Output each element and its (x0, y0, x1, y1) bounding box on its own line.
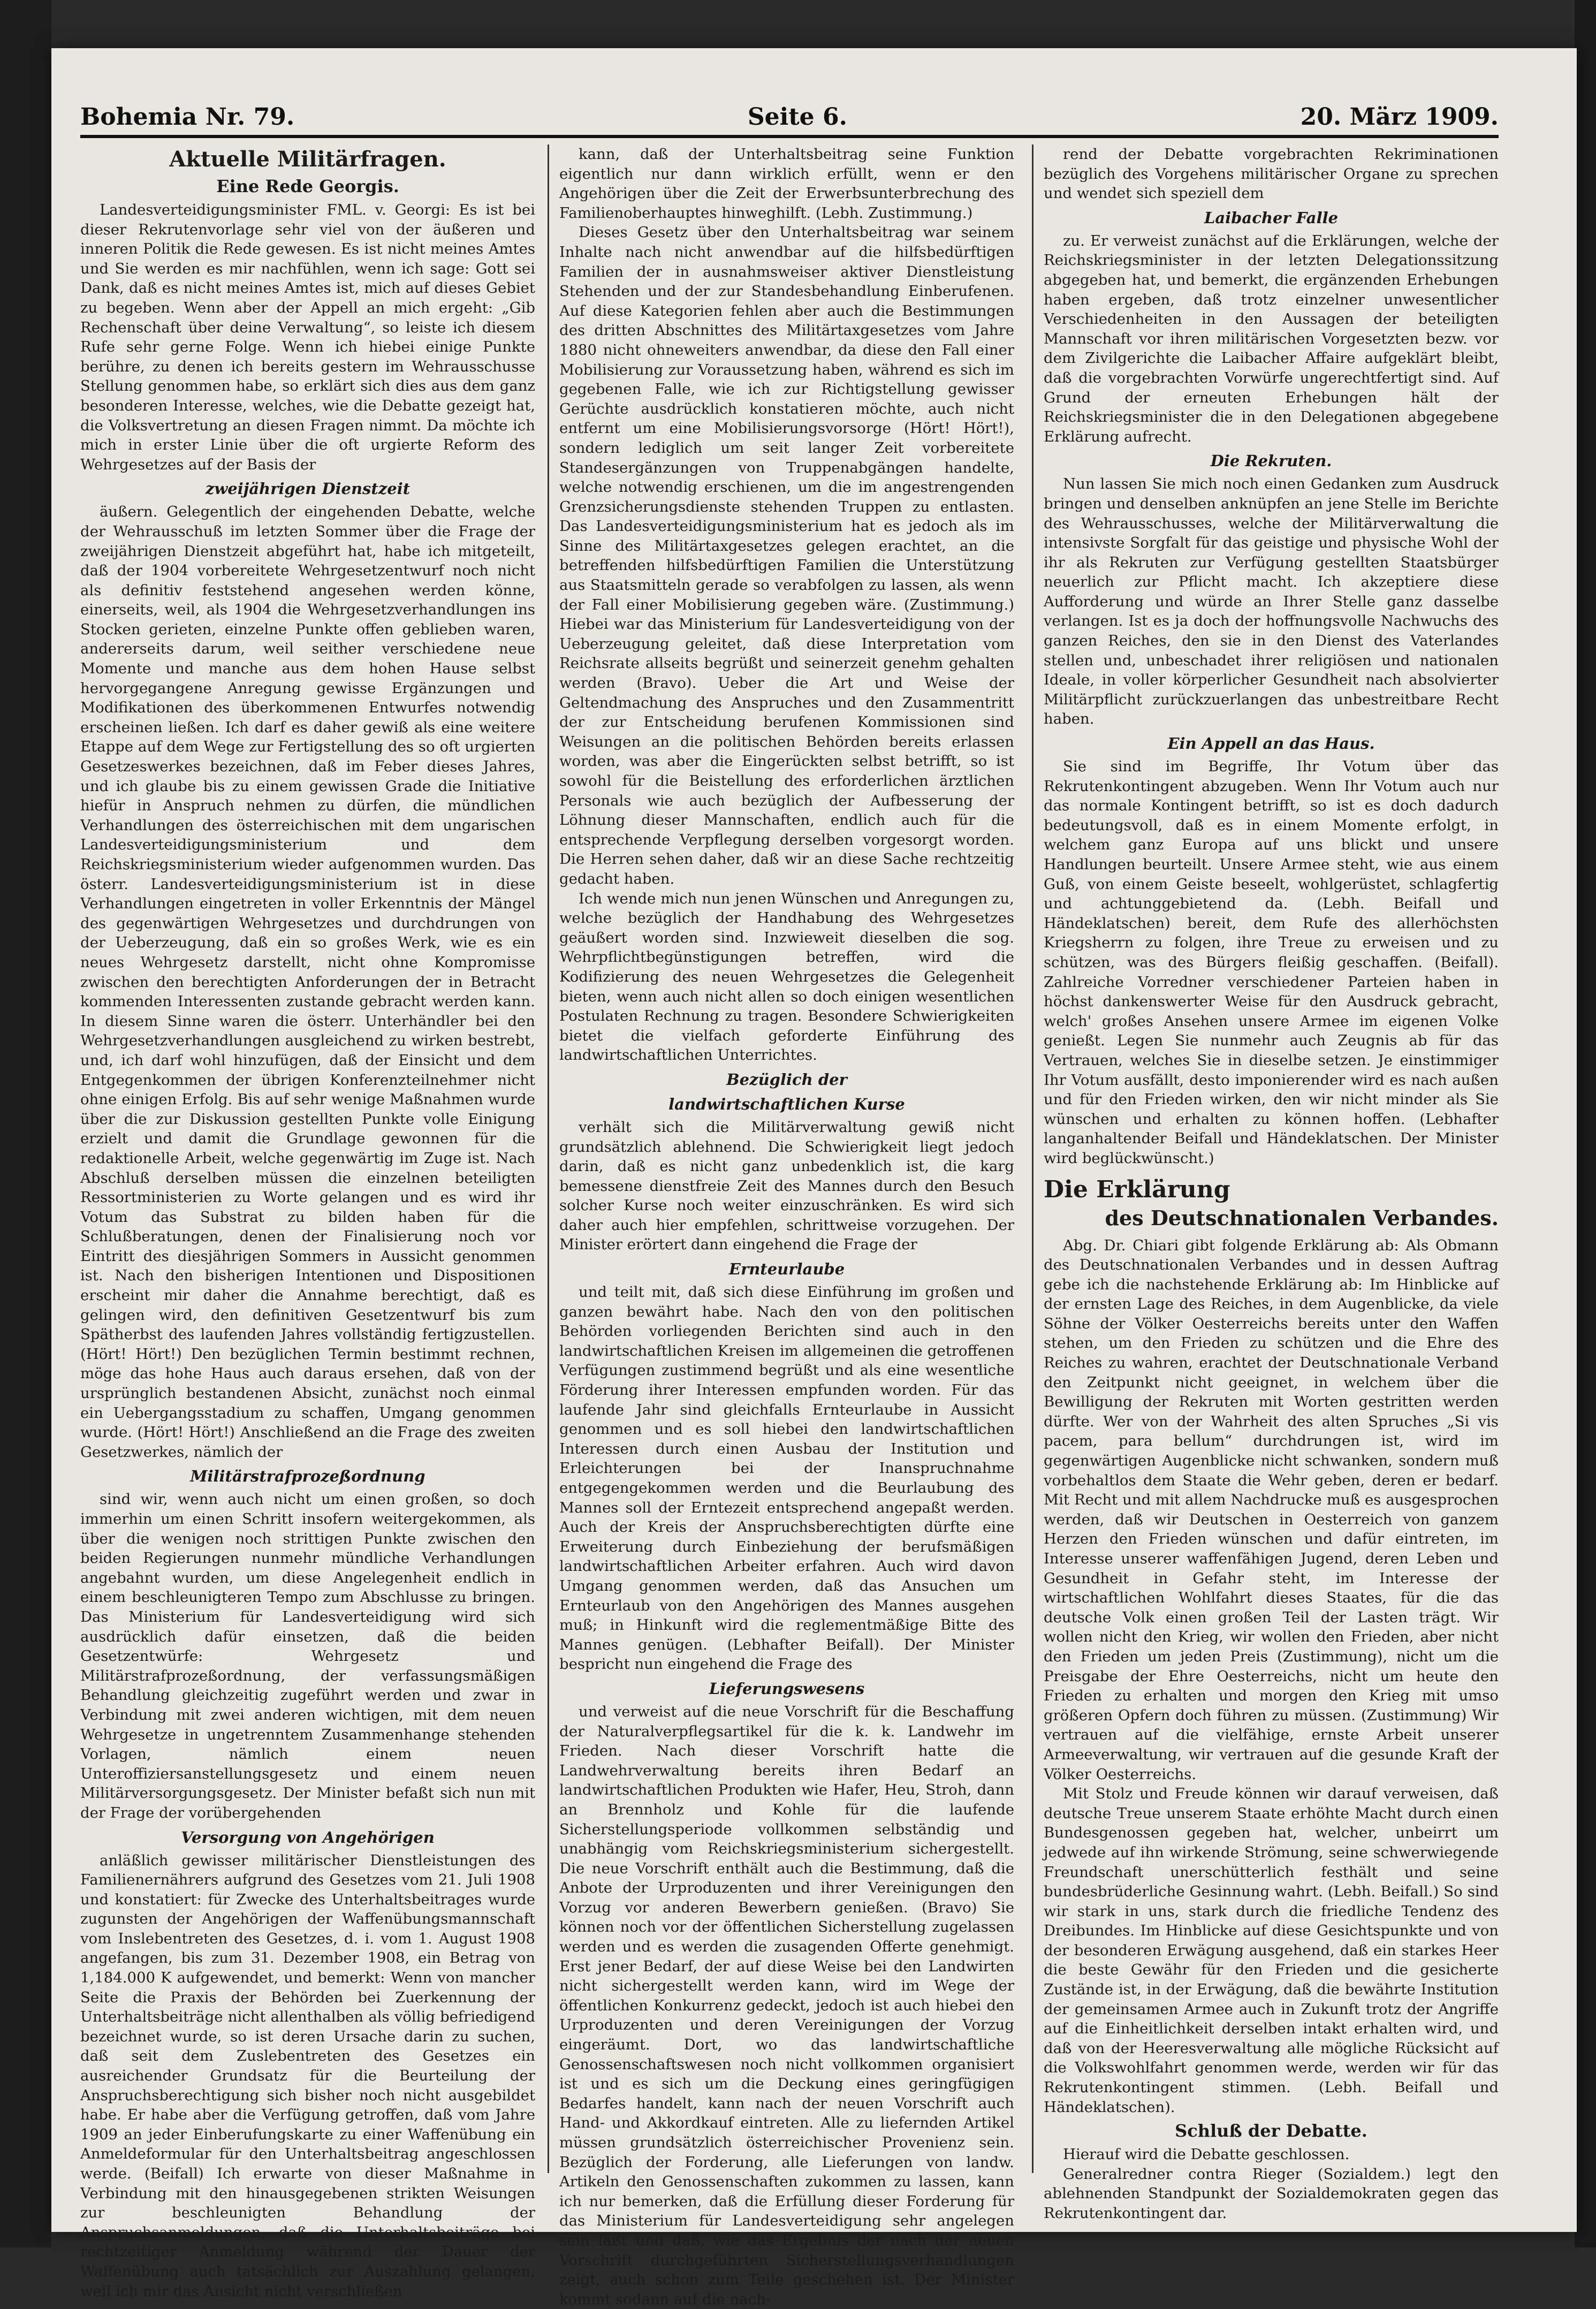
article-subtitle: des Deutschnationalen Verbandes. (1105, 1205, 1499, 1230)
paragraph: zu. Er verweist zunächst auf die Erklärungen, welche der Reichskriegsminister in der letzten Delegationssitzung abgegeben hat, und bemerkt, die ergänzenden Erhebungen haben ergeben, daß trotz einzelner unwesentlicher Verschiedenheiten in den Aussagen der beteiligten Mannschaft vor ihren militärischen Vorgesetzten bezw. vor dem Zivilgerichte die Laibacher Affaire aufgeklärt bleibt, daß die vorgebrachten Vorwürfe ungerechtfertigt sind. Auf Grund der erneuten Erhebungen hält der Reichskriegsminister die in den Delegationen abgegebene Erklärung aufrecht. (1044, 232, 1499, 445)
column-2 (559, 145, 1014, 2308)
section-heading: Schluß der Debatte. (1175, 2121, 1367, 2141)
header-rule (80, 135, 1499, 138)
column-rule (1032, 145, 1033, 2173)
article-subtitle: Eine Rede Georgis. (216, 176, 399, 196)
header-page-number: Seite 6. (747, 103, 847, 131)
section-heading: Lieferungswesens (709, 1679, 865, 1698)
section-heading: Bezüglich der (726, 1070, 847, 1089)
paragraph: rend der Debatte vorgebrachten Rekriminationen bezüglich des Vorgehens militärischer Organe zu sprechen und wendet sich speziell dem (1044, 146, 1499, 202)
paragraph: Hierauf wird die Debatte geschlossen. (1063, 2146, 1350, 2163)
article-title: Aktuelle Militärfragen. (169, 147, 446, 172)
column-3 (1044, 145, 1499, 2222)
header-date: 20. März 1909. (1300, 103, 1499, 131)
paragraph: Generalredner contra Rieger (Sozialdem.) legt den ablehnenden Standpunkt der Sozialdemokraten gegen das Rekrutenkontingent dar. (1044, 2165, 1499, 2222)
section-heading: Die Rekruten. (1210, 452, 1332, 470)
scan-left-margin (0, 0, 51, 2247)
paragraph: verhält sich die Militärverwaltung gewiß nicht grundsätzlich ablehnend. Die Schwierigkeit liegt jedoch darin, daß es nicht ganz unbedenklich ist, die karg bemessene dienstfreie Zeit des Mannes durch den Besuch solcher Kurse noch weiter einzuschränken. Es wird sich daher auch hier empfehlen, schrittweise vorzugehen. Der Minister erörtert dann eingehend die Frage der (559, 1118, 1014, 1254)
section-heading: zweijährigen Dienstzeit (205, 480, 411, 498)
section-heading: landwirtschaftlichen Kurse (668, 1095, 905, 1113)
paragraph: äußern. Gelegentlich der eingehenden Debatte, welche der Wehrausschuß im letzten Sommer über die Frage der zweijährigen Dienstzeit abgeführt hat, habe ich mitgeteilt, daß der 1904 vorbereitete Wehrgesetzentwurf noch nicht als definitiv feststehend angesehen werden könne, einerseits, weil, als 1904 die Wehrgesetzverhandlungen ins Stocken gerieten, einzelne Punkte offen geblieben waren, andererseits darum, weil seither verschiedene neue Momente und manche aus dem hohen Hause selbst hervorgegangene Anregung gewisse Ergänzungen und Modifikationen des überkommenen Entwurfes notwendig erscheinen ließen. Ich darf es daher gewiß als eine weitere Etappe auf dem Wege zur Fertigstellung des so oft urgierten Gesetzeswerkes bezeichnen, daß im Feber dieses Jahres, und ich glaube bis zu einem gewissen Grade die Initiative hiefür in Anspruch nehmen zu dürfen, die mündlichen Verhandlungen des österreichischen mit dem ungarischen Landesverteidigungsministerium und dem Reichskriegsministerium wieder aufgenommen wurden. Das österr. Landesverteidigungsministerium ist in diese Verhandlungen eingetreten in voller Erkenntnis der Mängel des gegenwärtigen Wehrgesetzes und durchdrungen von der Ueberzeugung, daß ein so großes Werk, wie es ein neues Wehrgesetz darstellt, nicht ohne Kompromisse zwischen den berechtigten Anforderungen der in Betracht kommenden Interessenten zustande gebracht werden kann. In diesem Sinne waren die österr. Unterhändler bei den Wehrgesetzverhandlungen ausgleichend zu wirken bestrebt, und, ich darf wohl hinzufügen, daß der Einsicht und dem Entgegenkommen der übrigen Konferenzteilnehmer nicht ohne einigen Erfolg. Bis auf sehr wenige Maßnahmen wurde über die zur Diskussion gestellten Punkte volle Einigung erzielt und damit die Grundlage gewonnen für die redaktionelle Arbeit, welche gegenwärtig im Zuge ist. Nach Abschluß derselben müssen die einzelnen beteiligten Ressortministerien zu Worte gelangen und es wird ihr Votum das Substrat zu bilden haben für die Schlußberatungen, denen der Finalisierung noch vor Eintritt des diesjährigen Sommers in Aussicht genommen ist. Nach den bisherigen Intentionen und Dispositionen erscheint mir daher die Annahme berechtigt, daß es gelingen wird, den definitiven Gesetzentwurf bis zum Spätherbst des laufenden Jahres vollständig fertigzustellen. (Hört! Hört!) Den bezüglichen Termin bestimmt rechnen, möge das hohe Haus auch daraus ersehen, daß von der ursprünglich bestandenen Absicht, zunächst noch einmal ein Uebergangsstadium zu schaffen, Umgang genommen wurde. (Hört! Hört!) Anschließend an die Frage des zweiten Gesetzwerkes, nämlich der (80, 503, 535, 1461)
section-heading: Laibacher Falle (1204, 208, 1339, 227)
article-title: Die Erklärung (1044, 1175, 1230, 1203)
paragraph: Sie sind im Begriffe, Ihr Votum über das Rekrutenkontingent abzugeben. Wenn Ihr Votum auch nur das normale Kontingent betrifft, so ist es doch dadurch bedeutungsvoll, daß es in einem Momente erfolgt, in welchem ganz Europa auf uns blickt und unsere Handlungen beurteilt. Unsere Armee steht, wie aus einem Guß, von einem Geiste beseelt, wohlgerüstet, schlagfertig und achtunggebietend da. (Lebh. Beifall und Händeklatschen) bereit, dem Rufe des allerhöchsten Kriegsherrn zu folgen, ihre Treue zu erweisen und zu schützen, was des Bürgers fleißig geschaffen. (Beifall). Zahlreiche Vorredner verschiedener Parteien haben in höchst dankenswerter Weise für den Ausdruck gebracht, welch' großes Ansehen unsere Armee im eigenen Volke genießt. Legen Sie nunmehr auch Zeugnis ab für das Vertrauen, welches Sie in dieselbe setzen. Je einstimmiger Ihr Votum ausfällt, desto imponierender wird es nach außen und für den Frieden wirken, den wir nicht minder als Sie wünschen und erhalten zu können hoffen. (Lebhafter langanhaltender Beifall und Händeklatschen. Der Minister wird beglückwünscht.) (1044, 758, 1499, 1167)
paragraph: Abg. Dr. Chiari gibt folgende Erklärung ab: Als Obmann des Deutschnationalen Verbandes und in dessen Auftrag gebe ich die nachstehende Erklärung ab: Im Hinblicke auf der ernsten Lage des Reiches, in dem Augenblicke, da viele Söhne der Völker Oesterreichs bereits unter den Waffen stehen, um den Frieden zu schützen und die Ehre des Reiches zu wahren, erachtet der Deutschnationale Verband den Zeitpunkt nicht geeignet, in welchem über die Bewilligung der Rekruten mit Worten gestritten werden dürfte. Wer von der Wahrheit des alten Spruches „Si vis pacem, para bellum“ durchdrungen ist, wird im gegenwärtigen Augenblicke nicht schwanken, sondern muß vorbehaltlos dem Staate die Wehr geben, deren er bedarf. Mit Recht und mit allem Nachdrucke muß es ausgesprochen werden, daß wir Deutschen in Oesterreich von ganzem Herzen den Frieden wünschen und dafür eintreten, im Interesse unserer waffenfähigen Jugend, deren Leben und Gesundheit in Gefahr steht, im Interesse der wirtschaftlichen Wohlfahrt dieses Staates, für die das deutsche Volk einen großen Teil der Lasten trägt. Wir wollen nicht den Krieg, wir wollen den Frieden, aber nicht den Frieden um jeden Preis (Zustimmung), nicht um die Preisgabe der Ehre Oesterreichs, nicht um heute den Frieden zu erhalten und morgen den Krieg mit umso größeren Opfern doch führen zu müssen. (Zustimmung) Wir vertrauen auf die vielfähige, ernste Arbeit unserer Armeeverwaltung, wir vertrauen auf die gesunde Kraft der Völker Oesterreichs. (1044, 1236, 1499, 1783)
paragraph: sind wir, wenn auch nicht um einen großen, so doch immerhin um einen Schritt insofern weitergekommen, als über die wenigen noch strittigen Punkte zwischen den beiden Regierungen nunmehr mündliche Verhandlungen angebahnt wurden, um diese Angelegenheit endlich in einem beschleunigteren Tempo zum Abschlusse zu bringen. Das Ministerium für Landesverteidigung wird sich ausdrücklich dafür einsetzen, daß die beiden Gesetzentwürfe: Wehrgesetz und Militärstrafprozeßordnung, der verfassungsmäßigen Behandlung gleichzeitig zugeführt werden und zwar in Verbindung mit zwei anderen wichtigen, mit dem neuen Wehrgesetze in ungetrenntem Zusammenhange stehenden Vorlagen, nämlich einem neuen Unteroffiziersanstellungsgesetz und einem neuen Militärversorgungsgesetz. Der Minister befaßt sich nun mit der Frage der vorübergehenden (80, 1491, 535, 1821)
header-issue: Bohemia Nr. 79. (80, 103, 295, 131)
paragraph: anläßlich gewisser militärischer Dienstleistungen des Familienernährers aufgrund des Gesetzes vom 21. Juli 1908 und konstatiert: für Zwecke des Unterhaltsbeitrages wurde zugunsten der Angehörigen der Waffenübungsmannschaft vom Inslebentreten des Gesetzes, d. i. vom 1. August 1908 angefangen, bis zum 31. Dezember 1908, ein Betrag von 1,184.000 K aufgewendet, und bemerkt: Wenn von mancher Seite die Praxis der Behörden bei Zuerkennung der Unterhaltsbeiträge nicht allenthalben als völlig befriedigend bezeichnet wurde, so ist deren Ursache darin zu suchen, daß seit dem Zuslebentreten des Gesetzes ein ausreichender Grundsatz für die Beurteilung der Anspruchsberechtigung sich bisher noch nicht ausgebildet habe. Er habe aber die Verfügung getroffen, daß vom Jahre 1909 an jeder Einberufungskarte zu einer Waffenübung ein Anmeldeformular für den Unterhaltsbeitrag angeschlossen werde. (Beifall) Ich erwarte von dieser Maßnahme in Verbindung mit den hinausgegebenen strikten Weisungen zur beschleunigten Behandlung der Anspruchsanmeldungen, daß die Unterhaltsbeiträge bei rechtzeitiger Anmeldung während der Dauer der Waffenübung auch tatsächlich zur Auszahlung gelangen, weil ich mir das Ansicht nicht verschließen (80, 1851, 535, 2300)
paragraph: kann, daß der Unterhaltsbeitrag seine Funktion eigentlich nur dann wirklich erfüllt, wenn er den Angehörigen über die Zeit der Erwerbsunterbrechung des Familienoberhauptes hinweghilft. (Lebh. Zustimmung.) (559, 146, 1014, 222)
section-heading: Militärstrafprozeßordnung (190, 1467, 425, 1486)
section-heading: Ein Appell an das Haus. (1167, 734, 1375, 753)
paragraph: Ich wende mich nun jenen Wünschen und Anregungen zu, welche bezüglich der Handhabung des Wehrgesetzes geäußert worden sind. Inzwieweit dieselben die sog. Wehrpflichtbegünstigungen betreffen, wird die Kodifizierung des neuen Wehrgesetzes die Gelegenheit bieten, wenn auch nicht allen so doch einigen wesentlichen Postulaten Rechnung zu tragen. Besondere Schwierigkeiten bietet die vielfach geforderte Einführung des landwirtschaftlichen Unterrichtes. (559, 890, 1014, 1064)
page-header (80, 96, 1499, 131)
paragraph: und verweist auf die neue Vorschrift für die Beschaffung der Naturalverpflegsartikel für die k. k. Landwehr im Frieden. Nach dieser Vorschrift hatte die Landwehrverwaltung bereits ihren Bedarf an landwirtschaftlichen Produkten wie Hafer, Heu, Stroh, dann an Brennholz und Kohle für die laufende Sicherstellungsperiode vollkommen selbständig und unabhängig vom Reichskriegsministerium sichergestellt. Die neue Vorschrift enthält auch die Bestimmung, daß die Anbote der Urproduzenten und ihrer Vereinigungen den Vorzug vor anderen Bewerbern genießen. (Bravo) Sie können noch vor der öffentlichen Sicherstellung zugelassen werden und es werden die zusagenden Offerte genehmigt. Erst jener Bedarf, der auf diese Weise bei den Landwirten nicht sichergestellt werden kann, wird im Wege der öffentlichen Konkurrenz gedeckt, jedoch ist auch hiebei den Urproduzenten und deren Vereinigungen der Vorzug eingeräumt. Dort, wo das landwirtschaftliche Genossenschaftswesen noch nicht vollkommen organisiert ist und es sich um die Deckung eines geringfügigen Bedarfes handelt, kann nach der neuen Vorschrift auch Hand- und Akkordkauf eintreten. Alle zu liefernden Artikel müssen grundsätzlich österreichischer Provenienz sein. Bezüglich der Forderung, alle Lieferungen von landw. Artikeln den Genossenschaften zukommen zu lassen, kann ich nur bemerken, daß die Erfüllung dieser Forderung für das Ministerium für Landesverteidigung sehr angelegen sein läßt und daß, wie das Ergebnis der nach der neuen Vorschrift durchgeführten Sicherstellungsverhandlungen zeigt, auch schon zum Teile geschehen ist. Der Minister kommt sodann auf die nach- (559, 1703, 1014, 2308)
paragraph: Dieses Gesetz über den Unterhaltsbeitrag war seinem Inhalte nach nicht anwendbar auf die hilfsbedürftigen Familien der in ausnahmsweiser aktiver Dienstleistung Stehenden und der zur Standesbehandlung Einberufenen. Auf diese Kategorien fehlen aber auch die Bestimmungen des dritten Abschnittes des Militärtaxgesetzes vom Jahre 1880 nicht ohneweiters anwendbar, da diese den Fall einer Mobilisierung zur Voraussetzung haben, während es sich im gegebenen Falle, wie ich zur Richtigstellung gewisser Gerüchte ausdrücklich konstatieren möchte, auch nicht entfernt um eine Mobilisierungsvorsorge (Hört! Hört!), sondern lediglich um seit langer Zeit vorbereitete Standesergänzungen von Truppenabgängen handelte, welche notwendig erschienen, um die im angestrengenden Grenzsicherungsdienste stehenden Truppen zu entlasten. Das Landesverteidigungsministerium hat es jedoch als im Sinne des Militärtaxgesetzes gelegen erachtet, an die betreffenden hilfsbedürftigen Familien die Unterstützung aus Staatsmitteln gerade so verabfolgen zu lassen, als wenn der Fall einer Mobilisierung gegeben wäre. (Zustimmung.) Hiebei war das Ministerium für Landesverteidigung von der Ueberzeugung geleitet, daß diese Interpretation vom Reichsrate allseits begrüßt und seinerzeit genehm gehalten werden (Bravo). Ueber die Art und Weise der Geltendmachung des Anspruches und den Zusammentritt der zur Entscheidung berufenen Kommissionen sind Weisungen an die politischen Behörden bereits erlassen worden, was aber die Eingerückten selbst betrifft, so ist sowohl für die Beistellung des erforderlichen ärztlichen Personals wie auch bezüglich der Aufbesserung der Löhnung dieser Mannschaften, endlich auch für die entsprechende Verpflegung derselben vorgesorgt worden. Die Herren sehen daher, daß wir an diese Sache rechtzeitig gedacht haben. (559, 224, 1014, 887)
section-heading: Ernteurlaube (728, 1260, 845, 1279)
section-heading: Versorgung von Angehörigen (181, 1828, 435, 1847)
scan-right-margin (1575, 0, 1596, 2247)
paragraph: und teilt mit, daß sich diese Einführung im großen und ganzen bewährt habe. Nach den von den politischen Behörden vorliegenden Berichten sind auch in den landwirtschaftlichen Kreisen im allgemeinen die getroffenen Verfügungen zustimmend begrüßt und als eine wesentliche Förderung ihrer Interessen empfunden worden. Für das laufende Jahr sind gleichfalls Ernteurlaube in Aussicht genommen und es soll hiebei den landwirtschaftlichen Interessen durch einen Ausbau der Institution und Erleichterungen bei der Inanspruchnahme entgegengekommen werden und die Beurlaubung des Mannes soll der Erntezeit entsprechend angepaßt werden. Auch der Kreis der Anspruchsberechtigten dürfte eine Erweiterung durch Einbeziehung der berufsmäßigen landwirtschaftlichen Arbeiter erfahren. Auch wird davon Umgang genommen werden, daß das Ansuchen um Ernteurlaub von den Angehörigen des Mannes ausgehen muß; in Hinkunft wird die reglementmäßige Bitte des Mannes genügen. (Lebhafter Beifall). Der Minister bespricht nun eingehend die Frage des (559, 1283, 1014, 1673)
paragraph: Landesverteidigungsminister FML. v. Georgi: Es ist bei dieser Rekrutenvorlage sehr viel von der äußeren und inneren Politik die Rede gewesen. Es ist nicht meines Amtes und Sie werden es mir nachfühlen, wenn ich sage: Gott sei Dank, daß es nicht meines Amtes ist, mich auf dieses Gebiet zu begeben. Wenn aber der Appell an mich ergeht: „Gib Rechenschaft über deine Verwaltung“, so leiste ich diesem Rufe sehr gerne Folge. Wenn ich hiebei einige Punkte berühre, zu denen ich bereits gestern im Wehrausschusse Stellung genommen habe, so erklärt sich dies aus dem ganz besonderen Interesse, welches, wie die Debatte gezeigt hat, die Volksvertretung an diesen Fragen nimmt. Da möchte ich mich in erster Linie über die oft urgierte Reform des Wehrgesetzes auf der Basis der (80, 201, 535, 473)
paragraph: Mit Stolz und Freude können wir darauf verweisen, daß deutsche Treue unserem Staate erhöhte Macht durch einen Bundesgenossen gegeben hat, welcher, unbeirrt um jedwede auf ihn wirkende Strömung, seine schwerwiegende Freundschaft unerschütterlich festhält und seine bundesbrüderliche Gesinnung wahrt. (Lebh. Beifall.) So sind wir stark in uns, stark durch die friedliche Tendenz des Dreibundes. Im Hinblicke auf diese Gesichtspunkte und von der besonderen Erwägung ausgehend, daß ein starkes Heer die beste Gewähr für den Frieden und die gesicherte Zustände ist, in der Erwägung, daß die bewährte Institution der gemeinsamen Armee auch in Zukunft trotz der Angriffe auf die Einheitlichkeit derselben intakt erhalten wird, und daß von der Heeresverwaltung alle mögliche Rücksicht auf die Volkswohlfahrt genommen werde, werden wir für das Rekrutenkontingent stimmen. (Lebh. Beifall und Händeklatschen). (1044, 1785, 1499, 2116)
paragraph: Nun lassen Sie mich noch einen Gedanken zum Ausdruck bringen und denselben anknüpfen an jene Stelle im Berichte des Wehrausschusses, welche der Militärverwaltung die intensivste Sorgfalt für das geistige und physische Wohl der ihr als Rekruten zur Verfügung gestellten Staatsbürger neuerlich zur Pflicht macht. Ich akzeptiere diese Aufforderung und würde an Ihrer Stelle ganz dasselbe verlangen. Ist es ja doch der hoffnungsvolle Nachwuchs des ganzen Reiches, den sie in den Dienst des Vaterlandes stellen und, unbeschadet ihrer religiösen und nationalen Ideale, in voller körperlicher Gesundheit nach absolvierter Militärpflicht zurückzuerlangen das unbestreitbare Recht haben. (1044, 475, 1499, 728)
column-rule (548, 145, 549, 2173)
column-1 (80, 145, 535, 2300)
